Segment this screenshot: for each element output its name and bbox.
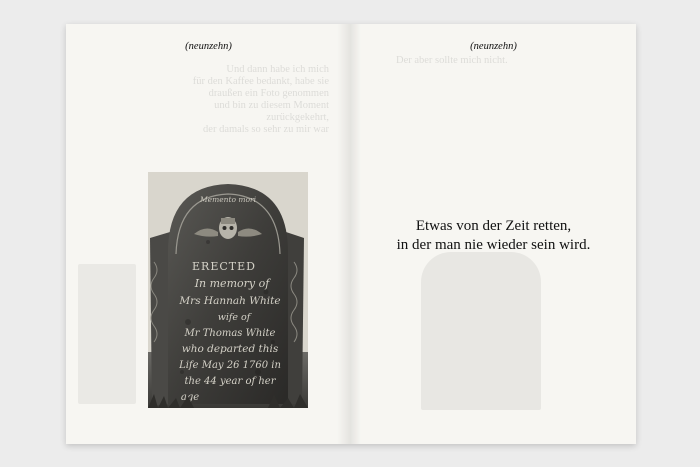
quote [351, 217, 636, 255]
quote-line: Etwas von der Zeit retten, [415, 218, 572, 234]
svg-text:Memento mori: Memento mori [199, 195, 257, 204]
svg-text:In memory of: In memory of [194, 277, 270, 290]
svg-text:who departed this: who departed this [181, 343, 279, 355]
ghost-line: Der aber sollte mich nicht. [396, 55, 508, 66]
ghost-line: der damals so sehr zu mir war [203, 124, 329, 135]
svg-text:ERECTED: ERECTED [192, 260, 256, 273]
ghost-line: und bin zu diesem Moment zurückgekehrt, [214, 100, 329, 123]
right-page [351, 24, 636, 444]
svg-text:Mrs Hannah White: Mrs Hannah White [179, 295, 281, 307]
svg-text:the 44 year of her: the 44 year of her [184, 376, 276, 387]
svg-text:Life May 26 1760 in: Life May 26 1760 in [179, 360, 281, 371]
left-show-through-text [159, 64, 329, 136]
gravestone-image [148, 172, 308, 408]
ghost-line: Und dann habe ich mich [226, 64, 329, 75]
right-show-through-text [396, 55, 576, 67]
svg-text:Mr Thomas White: Mr Thomas White [184, 328, 276, 339]
right-running-head: (neunzehn) [470, 41, 517, 52]
open-book [66, 24, 636, 444]
left-show-through-image [78, 264, 136, 404]
ghost-line: draußen ein Foto genommen [208, 88, 329, 99]
left-running-head: (neunzehn) [185, 41, 232, 52]
gravestone-photo [148, 172, 308, 408]
svg-text:wife of: wife of [217, 312, 251, 323]
left-page [66, 24, 351, 444]
ghost-line: für den Kaffee bedankt, habe sie [192, 76, 329, 87]
svg-text:age: age [180, 392, 200, 403]
right-show-through-image [421, 252, 541, 410]
quote-line: in der man nie wieder sein wird. [396, 237, 591, 253]
